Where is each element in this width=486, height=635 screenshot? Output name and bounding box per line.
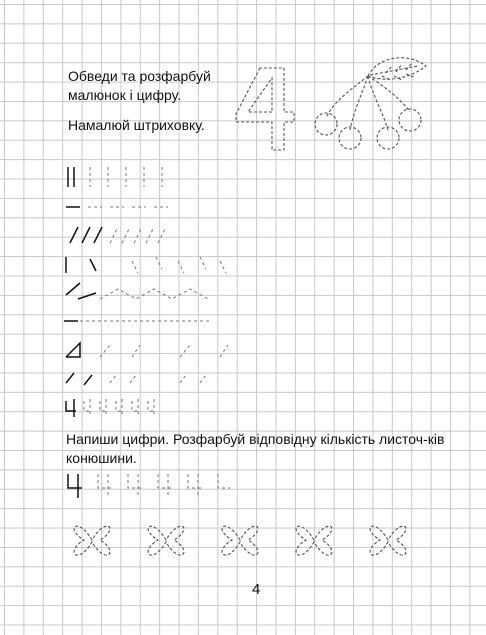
instruction-hatching: Намалюй штриховку. — [68, 117, 205, 133]
hatch-row-angles — [66, 343, 228, 357]
hatch-row-diagonal — [70, 227, 166, 243]
clover-row — [64, 512, 424, 572]
clover-3[interactable] — [222, 526, 258, 555]
instruction-trace-line2: малюнок і цифру. — [68, 87, 182, 103]
dotted-digit-label: 4 — [232, 64, 233, 65]
clover-1[interactable] — [74, 526, 110, 555]
instruction-trace-line1: Обведи та розфарбуй — [68, 68, 211, 84]
hatch-row-vertical — [68, 167, 162, 187]
hatch-row-small-fours — [66, 399, 156, 417]
clover-2[interactable] — [148, 526, 184, 555]
clover-5[interactable] — [370, 526, 406, 555]
dotted-digit-four — [232, 64, 302, 160]
cherries-icon — [308, 46, 428, 156]
clover-4[interactable] — [296, 526, 332, 555]
hatch-row-chevrons — [66, 283, 208, 299]
hatch-row-ticks — [66, 257, 226, 273]
instruction-trace — [68, 67, 238, 105]
digit-writing-row — [62, 470, 232, 500]
practice-digit-label: 4 — [62, 470, 63, 471]
hatching-exercises — [60, 165, 230, 425]
hatch-row-small-angles — [66, 373, 206, 385]
page-number: 4 — [252, 581, 261, 598]
instruction-write-digits: Напиши цифри. Розфарбуй відповідну кількість листоч-ків конюшини. — [66, 431, 445, 466]
